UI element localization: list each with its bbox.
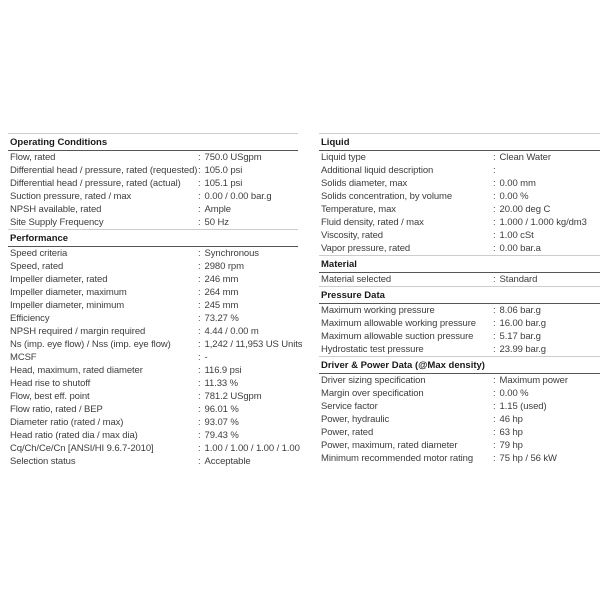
spec-value [493,203,550,216]
colon-separator: : [198,178,201,189]
spec-value-text: 1.00 cSt [499,230,534,241]
section-header: Material [319,255,600,273]
spec-label: Additional liquid description [321,165,434,176]
spec-value-text: 73.27 % [204,313,239,324]
section-header: Pressure Data [319,286,600,304]
spec-label: Service factor [321,401,378,412]
spec-label: Speed, rated [10,261,64,272]
spec-row [8,325,298,338]
spec-row [319,151,600,164]
spec-label: Minimum recommended motor rating [321,453,474,464]
spec-value [493,190,529,203]
spec-row [8,286,298,299]
spec-label: Site Supply Frequency [10,217,104,228]
colon-separator: : [198,391,201,402]
spec-value [493,343,546,356]
spec-label: Maximum allowable suction pressure [321,331,474,342]
colon-separator: : [198,339,201,350]
spec-label: Margin over specification [321,388,424,399]
spec-row [8,429,298,442]
spec-label: Selection status [10,456,76,467]
colon-separator: : [493,318,496,329]
spec-row [8,177,298,190]
colon-separator: : [493,243,496,254]
spec-value-text: 16.00 bar.g [499,318,546,329]
left-column [8,133,303,468]
spec-label: Differential head / pressure, rated (actual) [10,178,181,189]
spec-value [493,426,523,439]
spec-value [198,403,239,416]
colon-separator: : [198,365,201,376]
spec-value-text: 23.99 bar.g [499,344,546,355]
spec-row [319,190,600,203]
colon-separator: : [198,326,201,337]
spec-row [8,338,303,351]
colon-separator: : [493,305,496,316]
spec-value-text: 781.2 USgpm [204,391,262,402]
spec-value [198,338,302,351]
spec-value-text: 1.15 (used) [499,401,547,412]
spec-label: Maximum working pressure [321,305,435,316]
spec-row [319,452,600,465]
spec-value-text: 50 Hz [204,217,229,228]
spec-value [493,452,557,465]
spec-row [319,304,600,317]
spec-value-text: 46 hp [499,414,523,425]
spec-value [198,351,208,364]
spec-row [319,330,600,343]
colon-separator: : [493,453,496,464]
section-header: Driver & Power Data (@Max density) [319,356,600,374]
spec-row [319,400,600,413]
spec-value-text: 11.33 % [204,378,239,389]
spec-label: Head, maximum, rated diameter [10,365,143,376]
colon-separator: : [493,230,496,241]
spec-label: Head ratio (rated dia / max dia) [10,430,138,441]
spec-value-text: Acceptable [204,456,251,467]
spec-label: Flow, best eff. point [10,391,90,402]
spec-value [493,400,547,413]
colon-separator: : [493,427,496,438]
spec-value [493,273,537,286]
colon-separator: : [493,191,496,202]
colon-separator: : [198,417,201,428]
colon-separator: : [198,217,201,228]
colon-separator: : [198,443,201,454]
colon-separator: : [493,274,496,285]
spec-value-text: 8.06 bar.g [499,305,541,316]
spec-value-text: 20.00 deg C [499,204,551,215]
spec-row [319,242,600,255]
spec-label: Speed criteria [10,248,68,259]
spec-label: Suction pressure, rated / max [10,191,132,202]
colon-separator: : [198,313,201,324]
spec-row [8,403,298,416]
spec-value [198,164,242,177]
spec-value [493,387,529,400]
spec-label: NPSH available, rated [10,204,102,215]
spec-label: NPSH required / margin required [10,326,146,337]
colon-separator: : [493,440,496,451]
spec-row [8,390,298,403]
spec-label: Fluid density, rated / max [321,217,424,228]
spec-value-text: 0.00 % [499,388,529,399]
spec-value-text: Clean Water [499,152,551,163]
spec-value-text: Synchronous [204,248,259,259]
spec-value [198,216,229,229]
colon-separator: : [493,401,496,412]
colon-separator: : [493,217,496,228]
spec-label: Differential head / pressure, rated (requested) [10,165,198,176]
colon-separator: : [198,352,201,363]
spec-label: Power, rated [321,427,374,438]
spec-value-text: Ample [204,204,231,215]
spec-value-text: 63 hp [499,427,523,438]
spec-row [319,273,600,286]
spec-value-text: 79.43 % [204,430,239,441]
spec-value [198,416,239,429]
spec-label: Diameter ratio (rated / max) [10,417,124,428]
spec-label: Impeller diameter, maximum [10,287,127,298]
spec-value [493,151,551,164]
spec-value-text: 245 mm [204,300,239,311]
colon-separator: : [198,378,201,389]
colon-separator: : [493,165,496,176]
spec-row [319,374,600,387]
colon-separator: : [198,404,201,415]
section-header: Operating Conditions [8,133,298,151]
spec-value [493,304,541,317]
spec-value [198,177,242,190]
spec-row [319,229,600,242]
spec-row [8,164,298,177]
spec-row [319,317,600,330]
spec-row [8,151,298,164]
colon-separator: : [493,178,496,189]
spec-value [198,203,231,216]
spec-label: Maximum allowable working pressure [321,318,476,329]
spec-row [8,364,298,377]
spec-value [198,325,259,338]
section-header: Performance [8,229,298,247]
colon-separator: : [198,300,201,311]
spec-value [493,374,568,387]
colon-separator: : [198,456,201,467]
spec-row [319,164,600,177]
spec-value-text: 1.000 / 1.000 kg/dm3 [499,217,587,228]
spec-label: Hydrostatic test pressure [321,344,424,355]
spec-value-text: 105.1 psi [204,178,243,189]
spec-value-text: 264 mm [204,287,239,298]
spec-row [319,439,600,452]
spec-row [8,273,298,286]
spec-value [493,413,523,426]
spec-row [319,387,600,400]
spec-row [8,442,298,455]
colon-separator: : [198,287,201,298]
colon-separator: : [493,414,496,425]
spec-row [8,351,298,364]
spec-label: Impeller diameter, minimum [10,300,125,311]
spec-value [198,455,251,468]
spec-row [319,343,600,356]
spec-value [198,299,238,312]
spec-value-text: 116.9 psi [204,365,242,376]
spec-value-text: 1,242 / 11,953 US Units [204,339,303,350]
colon-separator: : [198,152,201,163]
spec-value [493,229,534,242]
spec-value [198,377,238,390]
spec-row [8,260,298,273]
spec-value-text: 93.07 % [204,417,239,428]
spec-value-text: 2980 rpm [204,261,244,272]
spec-value [198,247,259,260]
spec-label: Viscosity, rated [321,230,383,241]
colon-separator: : [493,344,496,355]
spec-value [198,312,239,325]
colon-separator: : [198,248,201,259]
spec-row [8,190,298,203]
spec-label: Ns (imp. eye flow) / Nss (imp. eye flow) [10,339,171,350]
spec-row [8,312,298,325]
spec-row [8,203,298,216]
spec-value-text: 75 hp / 56 kW [499,453,557,464]
right-column [319,133,600,465]
spec-row [8,216,298,229]
spec-label: Temperature, max [321,204,396,215]
spec-value-text: 1.00 / 1.00 / 1.00 / 1.00 [204,443,300,454]
spec-label: Liquid type [321,152,366,163]
spec-label: Head rise to shutoff [10,378,91,389]
spec-value-text: Maximum power [499,375,568,386]
spec-label: Flow, rated [10,152,56,163]
spec-value [493,439,523,452]
spec-row [8,455,298,468]
spec-value [198,151,262,164]
spec-value [493,330,541,343]
spec-value-text: Standard [499,274,538,285]
spec-label: Cq/Ch/Ce/Cn [ANSI/HI 9.6.7-2010] [10,443,154,454]
colon-separator: : [493,152,496,163]
spec-label: Solids concentration, by volume [321,191,453,202]
spec-value [493,216,587,229]
spec-label: MCSF [10,352,37,363]
spec-value-text: - [204,352,208,363]
spec-value-text: 0.00 / 0.00 bar.g [204,191,272,202]
spec-label: Material selected [321,274,392,285]
pump-datasheet [8,133,600,468]
spec-value [198,273,238,286]
colon-separator: : [493,375,496,386]
spec-value-text: 246 mm [204,274,239,285]
colon-separator: : [198,430,201,441]
colon-separator: : [198,261,201,272]
spec-value [198,429,239,442]
spec-value-text: 0.00 mm [499,178,536,189]
spec-value-text: 105.0 psi [204,165,243,176]
spec-label: Efficiency [10,313,50,324]
spec-value [198,260,244,273]
spec-value [493,242,541,255]
spec-value-text: 750.0 USgpm [204,152,262,163]
spec-value [198,190,272,203]
spec-value [198,286,238,299]
spec-row [319,216,600,229]
spec-row [319,177,600,190]
spec-row [8,416,298,429]
spec-value-text: 4.44 / 0.00 m [204,326,259,337]
spec-value [493,317,546,330]
colon-separator: : [493,388,496,399]
colon-separator: : [198,204,201,215]
section-header: Liquid [319,133,600,151]
spec-label: Solids diameter, max [321,178,408,189]
spec-value-text: 96.01 % [204,404,239,415]
spec-value-text: 0.00 % [499,191,529,202]
spec-value [493,177,536,190]
spec-label: Impeller diameter, rated [10,274,108,285]
spec-row [8,247,298,260]
spec-row [319,413,600,426]
spec-row [319,426,600,439]
spec-row [319,203,600,216]
spec-label: Power, maximum, rated diameter [321,440,458,451]
spec-value-text: 79 hp [499,440,523,451]
spec-value-text: 0.00 bar.a [499,243,541,254]
colon-separator: : [198,191,201,202]
spec-row [8,377,298,390]
spec-label: Driver sizing specification [321,375,426,386]
spec-value [198,364,242,377]
spec-value [198,442,300,455]
spec-label: Vapor pressure, rated [321,243,411,254]
spec-label: Power, hydraulic [321,414,390,425]
colon-separator: : [493,331,496,342]
spec-row [8,299,298,312]
spec-value [198,390,262,403]
colon-separator: : [198,165,201,176]
spec-label: Flow ratio, rated / BEP [10,404,103,415]
spec-value-text: 5.17 bar.g [499,331,541,342]
spec-value [493,164,500,177]
colon-separator: : [493,204,496,215]
colon-separator: : [198,274,201,285]
